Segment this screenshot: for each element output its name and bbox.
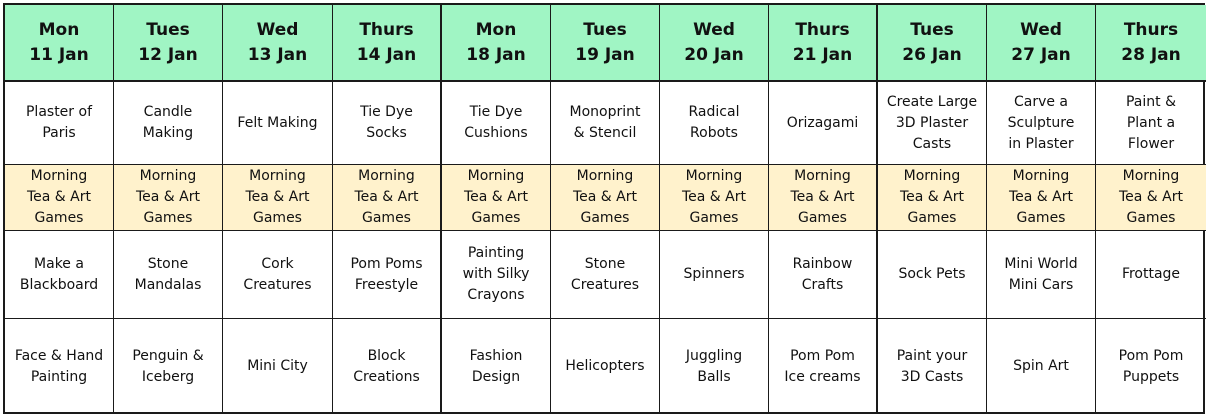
morning-tea-cell: Morning Tea & Art Games [878,165,987,231]
day-name: Tues [146,19,190,40]
activity-cell: Plaster of Paris [5,82,114,165]
activity-cell: Candle Making [114,82,223,165]
activity-cell: Helicopters [551,319,660,414]
day-date: 27 Jan [1011,44,1071,65]
activity-cell: Pom Poms Freestyle [333,231,442,319]
morning-tea-cell: Morning Tea & Art Games [333,165,442,231]
day-date: 20 Jan [684,44,744,65]
morning-tea-cell: Morning Tea & Art Games [1096,165,1206,231]
morning-tea-cell: Morning Tea & Art Games [551,165,660,231]
day-date: 13 Jan [247,44,308,65]
activity-cell: Pom Pom Puppets [1118,347,1184,385]
day-name: Thurs [359,19,414,40]
day-name: Wed [693,19,735,40]
activity-cell: Create Large 3D Plaster Casts [878,82,987,165]
morning-tea-cell: Morning Tea & Art Games [223,165,333,231]
activity-cell: Spin Art [987,319,1096,414]
activity-cell: Radical Robots [660,82,769,165]
activity-cell: Stone Creatures [551,231,660,319]
day-date: 12 Jan [138,44,198,65]
day-name: Thurs [1123,19,1179,40]
activity-cell: Face & Hand Painting [5,319,114,414]
morning-tea-cell: Morning Tea & Art Games [442,165,551,231]
day-name: Tues [583,19,627,40]
day-name: Thurs [795,19,850,40]
morning-tea-cell: Morning Tea & Art Games [660,165,769,231]
activity-cell: Spinners [660,231,769,319]
activity-cell: Paint your 3D Casts [878,319,987,414]
day-name: Tues [910,19,954,40]
day-header [5,5,114,82]
day-name: Wed [1020,19,1062,40]
activity-cell: Rainbow Crafts [769,231,878,319]
day-name: Mon [475,19,517,40]
day-date: 26 Jan [902,44,962,65]
activity-cell: Penguin & Iceberg [114,319,223,414]
day-header [442,5,551,82]
day-header [1096,5,1206,82]
activity-cell: Tie Dye Cushions [442,82,551,165]
day-date: 14 Jan [356,44,417,65]
day-header [333,5,442,82]
activity-cell: Sock Pets [878,231,987,319]
morning-tea-cell: Morning Tea & Art Games [5,165,114,231]
day-date: 21 Jan [792,44,853,65]
day-date: 18 Jan [466,44,526,65]
day-header [769,5,878,82]
activity-cell: Pom Pom Ice creams [769,319,878,414]
day-date: 11 Jan [29,44,89,65]
activity-cell: Mini World Mini Cars [987,231,1096,319]
activity-cell: Make a Blackboard [5,231,114,319]
activity-cell: Juggling Balls [660,319,769,414]
activity-cell: Frottage [1096,231,1206,319]
day-header [878,5,987,82]
activity-cell: Block Creations [333,319,442,414]
activity-cell: Carve a Sculpture in Plaster [987,82,1096,165]
day-header [551,5,660,82]
day-name: Wed [256,19,299,40]
day-name: Mon [38,19,80,40]
day-header [114,5,223,82]
activity-cell: Monoprint & Stencil [551,82,660,165]
activity-cell: Orizagami [769,82,878,165]
activity-cell: Tie Dye Socks [333,82,442,165]
morning-tea-cell: Morning Tea & Art Games [114,165,223,231]
activity-cell: Felt Making [223,82,333,165]
morning-tea-cell: Morning Tea & Art Games [987,165,1096,231]
activity-cell: Painting with Silky Crayons [442,231,551,319]
activity-cell: Stone Mandalas [114,231,223,319]
day-header [660,5,769,82]
activity-cell: Mini City [223,319,333,414]
holiday-program-timetable [3,3,1205,414]
activity-cell: Fashion Design [442,319,551,414]
day-header [987,5,1096,82]
day-date: 28 Jan [1121,44,1181,65]
day-header [223,5,333,82]
morning-tea-cell: Morning Tea & Art Games [769,165,878,231]
activity-cell: Paint & Plant a Flower [1096,82,1206,165]
day-date: 19 Jan [575,44,635,65]
activity-cell: Cork Creatures [223,231,333,319]
